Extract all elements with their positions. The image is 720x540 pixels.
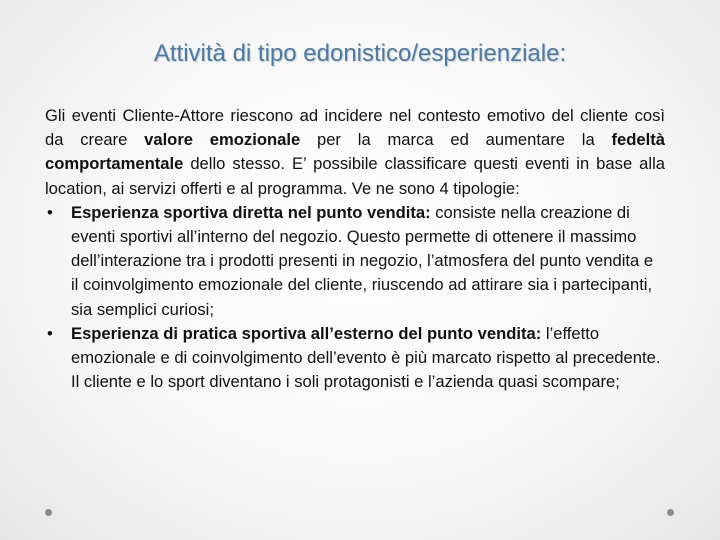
intro-text-3: dello stesso. E’ possibile classificare questi eventi in base alla location, ai servizi offerti e al programma. Ve ne sono 4 tipologie: — [45, 154, 665, 198]
intro-text-1: Gli eventi Cliente-Attore riescono ad incidere nel contesto emotivo del cliente così da creare — [45, 106, 665, 150]
intro-text-2: per la marca ed aumentare la — [300, 130, 612, 150]
bullet-heading: Esperienza sportiva diretta nel punto vendita: — [71, 202, 431, 222]
bullet-list — [45, 201, 665, 395]
slide-title: Attività di tipo edonistico/esperienziale: — [153, 40, 567, 67]
intro-bold-1: valore emozionale — [144, 130, 301, 150]
bullet-item — [45, 201, 665, 322]
bullet-icon: • — [47, 323, 53, 343]
decorative-dot-right-icon — [667, 509, 674, 516]
bullet-text: consiste nella creazione di eventi sportivi all’interno del negozio. Questo permette di ottenere il massimo dell’interazione tra i prodotti presenti in negozio, l’atmosfera del punto vendita e il coinvolgimento emozionale del cliente, riuscendo ad attirare sia i partecipanti, sia semplici curiosi; — [71, 202, 654, 319]
slide-body — [45, 104, 665, 394]
decorative-dot-left-icon — [45, 509, 52, 516]
bullet-item — [45, 322, 665, 395]
bullet-icon: • — [47, 202, 53, 222]
bullet-text: l’effetto emozionale e di coinvolgimento dell’evento è più marcato rispetto al precedente. Il cliente e lo sport diventano i soli protagonisti e l’azienda quasi scompare; — [71, 323, 661, 392]
intro-bold-2: fedeltà comportamentale — [45, 130, 665, 174]
intro-paragraph — [45, 104, 665, 201]
bullet-heading: Esperienza di pratica sportiva all’esterno del punto vendita: — [71, 323, 542, 343]
